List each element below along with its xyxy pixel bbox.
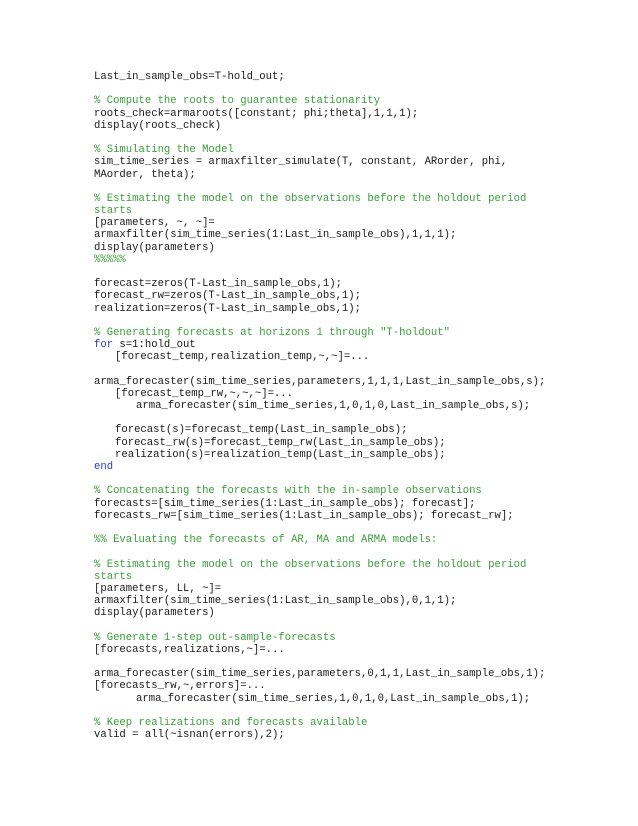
code-line: realization=zeros(T-Last_in_sample_obs,1);: [94, 302, 362, 315]
code-line: forecasts=[sim_time_series(1:Last_in_sample_obs); forecast];: [94, 497, 476, 510]
keyword: end: [94, 461, 114, 473]
matlab-code-listing: [94, 71, 624, 741]
code-line: display(parameters): [94, 607, 215, 620]
comment-line: %% Evaluating the forecasts of AR, MA and ARMA models:: [94, 534, 438, 547]
keyword-line: [94, 461, 624, 473]
blank-line: [94, 266, 624, 278]
blank-line: [94, 473, 624, 485]
blank-line: [94, 364, 624, 376]
keyword-line: [94, 339, 624, 351]
comment-line: % Compute the roots to guarantee stationarity: [94, 95, 381, 108]
code-line: [forecasts,realizations,~]=...: [94, 643, 285, 656]
code-line: arma_forecaster(sim_time_series,1,0,1,0,Last_in_sample_obs,s);: [136, 400, 531, 413]
code-line: arma_forecaster(sim_time_series,parameters,0,1,1,Last_in_sample_obs,1);: [94, 668, 546, 681]
code-line: arma_forecaster(sim_time_series,1,0,1,0,Last_in_sample_obs,1);: [136, 692, 531, 705]
code-line: sim_time_series = armaxfilter_simulate(T, constant, ARorder, phi,: [94, 156, 508, 169]
code-line: Last_in_sample_obs=T-hold_out;: [94, 71, 285, 83]
comment-line: % Estimating the model on the observations before the holdout period: [94, 192, 527, 205]
keyword: for: [94, 339, 114, 352]
comment-line: % Keep realizations and forecasts available: [94, 716, 368, 729]
code-line: forecast=zeros(T-Last_in_sample_obs,1);: [94, 278, 342, 291]
blank-line: [94, 132, 624, 144]
blank-line: [94, 522, 624, 534]
comment-line: % Concatenating the forecasts with the in-sample observations: [94, 485, 482, 498]
blank-line: [94, 656, 624, 668]
comment-line: % Generating forecasts at horizons 1 through "T-holdout": [94, 326, 451, 339]
code-line: [forecast_temp,realization_temp,~,~]=...: [115, 351, 370, 364]
blank-line: [94, 83, 624, 95]
code-line: [forecasts_rw,~,errors]=...: [94, 680, 266, 693]
code-line: armaxfilter(sim_time_series(1:Last_in_sample_obs),1,1,1);: [94, 229, 457, 242]
code-line: valid = all(~isnan(errors),2);: [94, 729, 285, 742]
comment-line: % Estimating the model on the observations before the holdout period: [94, 558, 527, 571]
comment-line: % Generate 1-step out-sample-forecasts: [94, 631, 336, 644]
blank-line: [94, 181, 624, 193]
blank-line: [94, 315, 624, 327]
code-line: display(parameters): [94, 241, 215, 254]
code-line: armaxfilter(sim_time_series(1:Last_in_sample_obs),0,1,1);: [94, 595, 457, 608]
keyword-line-rest: s=1:hold_out: [113, 339, 196, 352]
code-line: forecast(s)=forecast_temp(Last_in_sample_obs);: [115, 424, 408, 437]
code-line: MAorder, theta);: [94, 168, 196, 181]
comment-line: % Simulating the Model: [94, 144, 234, 157]
comment-line: starts: [94, 205, 133, 218]
code-line: [forecast_temp_rw,~,~,~]=...: [115, 387, 294, 400]
code-line: forecast_rw(s)=forecast_temp_rw(Last_in_sample_obs);: [115, 436, 446, 449]
code-line: forecasts_rw=[sim_time_series(1:Last_in_sample_obs); forecast_rw];: [94, 509, 514, 522]
comment-line: starts: [94, 570, 133, 583]
code-line: forecast_rw=zeros(T-Last_in_sample_obs,1);: [94, 290, 362, 303]
blank-line: [94, 619, 624, 631]
code-line: display(roots_check): [94, 119, 222, 132]
comment-line: %%%%%: [94, 253, 126, 266]
code-line: [parameters, ~, ~]=: [94, 217, 215, 230]
code-line: arma_forecaster(sim_time_series,parameters,1,1,1,Last_in_sample_obs,s);: [94, 375, 546, 388]
blank-line: [94, 412, 624, 424]
code-line: [parameters, LL, ~]=: [94, 582, 222, 595]
code-line: realization(s)=realization_temp(Last_in_sample_obs);: [115, 448, 446, 461]
blank-line: [94, 705, 624, 717]
code-line: roots_check=armaroots([constant; phi;theta],1,1,1);: [94, 107, 419, 120]
blank-line: [94, 546, 624, 558]
